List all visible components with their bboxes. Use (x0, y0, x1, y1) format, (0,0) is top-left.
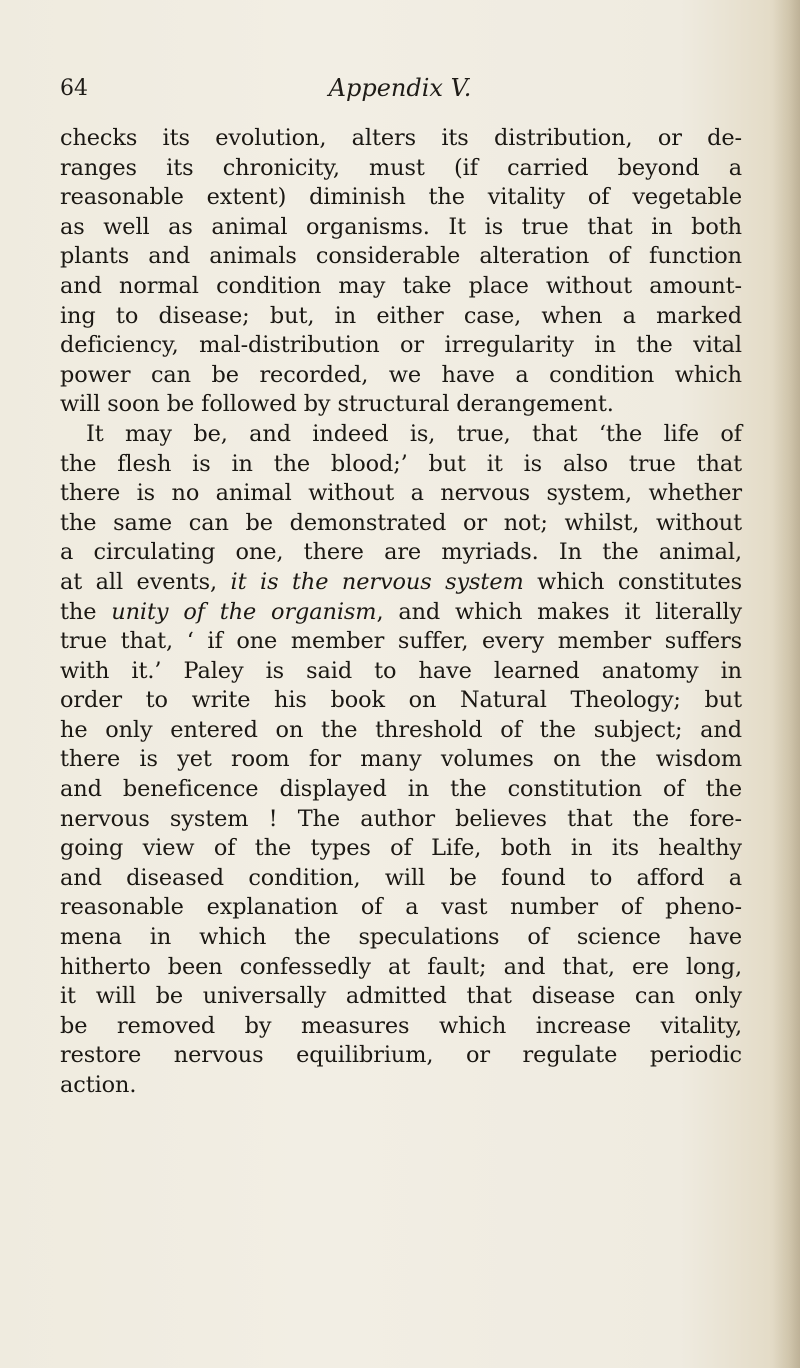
text-line: the unity of the organism, and which makes it literally (60, 598, 742, 625)
text-line: will soon be followed by structural derangement. (60, 391, 614, 418)
text-line: the same can be demonstrated or not; whilst, without (60, 509, 742, 536)
text-line: checks its evolution, alters its distribution, or de- (60, 125, 742, 151)
text-line: be removed by measures which increase vitality, (60, 1012, 742, 1039)
text-line: restore nervous equilibrium, or regulate periodic (60, 1042, 742, 1069)
text-line: nervous system ! The author believes that the fore- (60, 805, 742, 832)
running-title: Appendix V. (328, 74, 472, 102)
text-line: going view of the types of Life, both in its healthy (60, 835, 742, 862)
text-line: and normal condition may take place without amount- (60, 272, 742, 299)
text-line: a circulating one, there are myriads. In the animal, (60, 539, 742, 566)
text-line: true that, ‘ if one member suffer, every member suffers (60, 628, 742, 655)
text-line: action. (60, 1072, 137, 1098)
text-line: as well as animal organisms. It is true that in both (60, 213, 742, 240)
text-line: he only entered on the threshold of the subject; and (60, 716, 742, 743)
text-line: and diseased condition, will be found to afford a (60, 864, 742, 891)
text-line: power can be recorded, we have a condition which (60, 361, 742, 388)
text-line: plants and animals considerable alteration of function (60, 243, 742, 270)
text-line: ing to disease; but, in either case, when a marked (60, 302, 742, 329)
text-line: ranges its chronicity, must (if carried beyond a (60, 154, 742, 181)
italic-phrase: unity of the organism (111, 598, 377, 625)
text-line: reasonable explanation of a vast number of pheno- (60, 894, 742, 921)
text-line: there is yet room for many volumes on the wisdom (60, 746, 742, 773)
text-line: at all events, it is the nervous system which constitutes (60, 568, 742, 595)
text-line: with it.’ Paley is said to have learned anatomy in (60, 657, 742, 684)
text-line: mena in which the speculations of science have (60, 924, 742, 951)
text-line: there is no animal without a nervous system, whether (60, 480, 742, 507)
text-line: It may be, and indeed is, true, that ‘the life of (86, 420, 742, 447)
text-line: the flesh is in the blood;’ but it is also true that (60, 450, 742, 477)
text-line: deficiency, mal-distribution or irregularity in the vital (60, 332, 742, 359)
text-line: and beneficence displayed in the constitution of the (60, 776, 742, 803)
page-number: 64 (60, 76, 88, 101)
text-line: hitherto been confessedly at fault; and that, ere long, (60, 953, 742, 980)
text-line: reasonable extent) diminish the vitality of vegetable (60, 184, 742, 211)
italic-phrase: it is the nervous system (230, 568, 524, 595)
page-edge-shadow (772, 0, 800, 1368)
text-line: it will be universally admitted that disease can only (60, 983, 742, 1010)
running-head (60, 62, 740, 102)
text-line: order to write his book on Natural Theology; but (60, 687, 742, 714)
body-text (60, 124, 742, 1101)
